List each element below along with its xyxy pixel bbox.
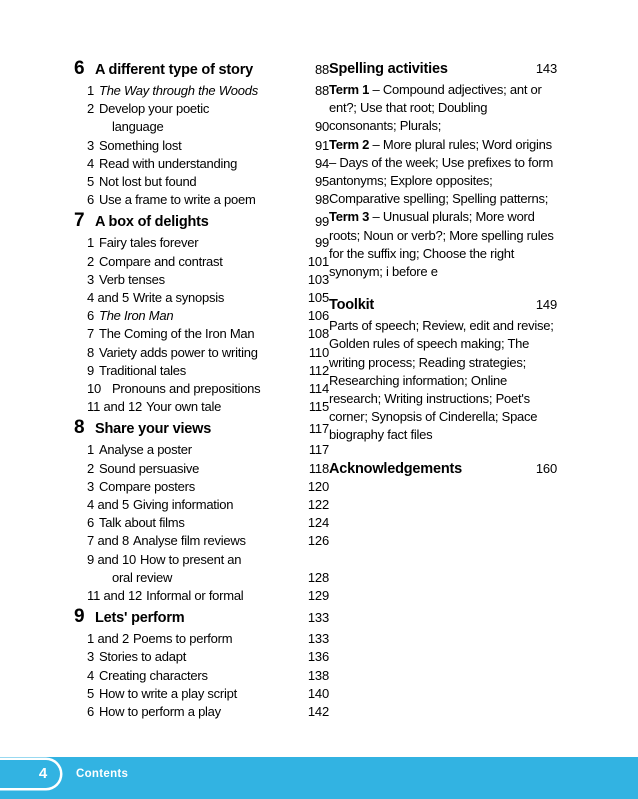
entry-page-number: 106	[307, 308, 329, 324]
toc-entry[interactable]	[74, 703, 329, 721]
toc-entry-continuation[interactable]	[74, 569, 329, 587]
term-text: – Unusual plurals; More word roots; Noun or verb?; More spelling rules for the suffix ing; Choose the right synonym; i before e	[329, 209, 554, 280]
chapter-number: 6	[74, 58, 85, 79]
section-heading[interactable]	[329, 58, 557, 80]
entry-page-number: 103	[307, 271, 329, 287]
chapter-block	[74, 417, 329, 605]
entry-number: 6	[87, 515, 95, 531]
entry-page-number: 91	[314, 137, 329, 153]
entry-number: 4	[87, 667, 95, 683]
entry-page-number: 112	[308, 362, 329, 378]
entry-title: Write a synopsis	[132, 290, 225, 306]
entry-page-number: 117	[308, 442, 329, 458]
entry-title-continued: oral review	[112, 569, 173, 585]
entry-title: Poems to perform	[132, 631, 233, 647]
entry-title: Compare and contrast	[99, 253, 223, 269]
toc-entry[interactable]	[74, 325, 329, 343]
entry-title: Use a frame to write a poem	[99, 192, 256, 208]
chapter-page-number: 99	[314, 214, 329, 230]
entry-page-number: 142	[307, 704, 329, 720]
entry-title: Talk about films	[99, 515, 185, 531]
term-label: Term 2	[329, 136, 370, 152]
entry-title: The Way through the Woods	[99, 83, 258, 98]
chapter-page-number: 88	[314, 62, 329, 77]
chapter-heading[interactable]	[74, 417, 329, 440]
entry-number: 2	[87, 460, 95, 476]
entry-title: Fairy tales forever	[99, 235, 199, 251]
toc-entry[interactable]	[74, 551, 329, 569]
entry-title: The Coming of the Iron Man	[99, 326, 255, 342]
entry-number: 7	[87, 326, 95, 342]
entry-number: 4 and 5	[87, 497, 129, 513]
toc-entry[interactable]	[74, 648, 329, 666]
left-column	[74, 58, 329, 722]
section-page-number: 160	[535, 460, 557, 476]
toc-entry[interactable]	[74, 82, 329, 100]
chapter-page-number: 117	[308, 421, 329, 437]
chapter-number: 9	[74, 606, 85, 628]
section-heading[interactable]	[329, 458, 557, 480]
entry-title: Creating characters	[99, 667, 208, 683]
entry-title: Pronouns and prepositions	[112, 381, 261, 397]
entry-page-number: 101	[307, 253, 329, 269]
entry-number: 6	[87, 704, 95, 720]
entry-title: Analyse a poster	[99, 442, 192, 458]
entry-number: 2	[87, 253, 95, 269]
acknowledgements-section	[329, 458, 557, 480]
entry-page-number: 114	[308, 381, 329, 397]
toc-entry[interactable]	[74, 173, 329, 191]
entry-title: How to present an	[140, 551, 242, 567]
entry-page-number: 99	[314, 235, 329, 251]
entry-title: Not lost but found	[99, 174, 197, 190]
entry-number: 5	[87, 174, 95, 190]
term-label: Term 3	[329, 209, 370, 225]
entry-number: 3	[87, 271, 95, 287]
entry-page-number: 140	[307, 685, 329, 701]
term-label: Term 1	[329, 82, 370, 97]
entry-page-number: 108	[307, 326, 329, 342]
chapter-number: 8	[74, 417, 85, 439]
chapter-block	[74, 606, 329, 721]
entry-page-number: 138	[307, 667, 329, 683]
entry-page-number: 98	[314, 192, 329, 208]
chapter-block	[74, 58, 329, 209]
spelling-activities-section	[329, 58, 557, 281]
entry-number: 11 and 12	[87, 399, 143, 415]
toc-entry[interactable]	[74, 307, 329, 325]
entry-title-continued: language	[112, 119, 164, 135]
chapter-number: 7	[74, 210, 85, 232]
entry-number: 9 and 10	[87, 551, 137, 567]
entry-page-number: 105	[307, 290, 329, 306]
entry-number: 2	[87, 101, 95, 117]
entry-page-number: 115	[308, 399, 329, 415]
chapter-title: A box of delights	[95, 214, 209, 231]
entry-title: How to write a play script	[99, 685, 237, 701]
toc-entry[interactable]	[74, 137, 329, 155]
chapter-heading[interactable]	[74, 210, 329, 233]
entry-number: 3	[87, 649, 95, 665]
toc-entry[interactable]	[74, 587, 329, 605]
page-number-tab	[0, 760, 60, 788]
chapter-title: A different type of story	[95, 62, 254, 78]
entry-page-number: 128	[307, 569, 329, 585]
toc-entry[interactable]	[74, 441, 329, 459]
toc-entry[interactable]	[74, 514, 329, 532]
section-title: Spelling activities	[329, 61, 448, 77]
chapter-heading[interactable]	[74, 606, 329, 629]
right-column	[329, 58, 557, 481]
entry-number: 3	[87, 478, 95, 494]
entry-number: 6	[87, 192, 95, 208]
entry-page-number: 126	[307, 533, 329, 549]
entry-number: 4	[87, 155, 95, 171]
chapter-heading[interactable]	[74, 58, 329, 81]
entry-title: Your own tale	[146, 399, 222, 415]
chapter-block	[74, 210, 329, 416]
entry-title: Traditional tales	[99, 362, 187, 378]
entry-number: 5	[87, 685, 95, 701]
contents-columns	[0, 58, 638, 722]
entry-number: 4 and 5	[87, 290, 129, 306]
entry-page-number: 118	[308, 460, 329, 476]
term-text: – More plural rules; Word origins – Days of the week; Use prefixes to form antonyms; Explore opposites; Comparative spelling; Spelling patterns;	[329, 136, 554, 207]
section-page-number: 149	[535, 297, 557, 313]
toc-entry[interactable]	[74, 289, 329, 307]
page-number: 4	[38, 765, 47, 782]
toc-entry[interactable]	[74, 398, 329, 416]
term-text: – Compound adjectives; ant or ent?; Use that root; Doubling consonants; Plurals;	[329, 82, 542, 134]
entry-number: 1	[87, 83, 95, 98]
section-gap	[329, 445, 557, 458]
section-page-number: 143	[535, 61, 557, 76]
entry-title: Read with understanding	[99, 155, 238, 171]
entry-page-number: 122	[307, 497, 329, 513]
entry-page-number: 90	[314, 119, 329, 135]
entry-title: How to perform a play	[99, 704, 221, 720]
entry-page-number: 124	[307, 515, 329, 531]
page-footer	[0, 757, 638, 799]
toc-entry[interactable]	[74, 630, 329, 648]
entry-number: 9	[87, 362, 95, 378]
chapter-title: Lets' perform	[95, 610, 185, 627]
toc-entry[interactable]	[74, 380, 329, 398]
entry-number: 7 and 8	[87, 533, 129, 549]
toc-entry[interactable]	[74, 191, 329, 209]
toc-entry[interactable]	[74, 685, 329, 703]
entry-page-number: 110	[308, 344, 329, 360]
entry-number: 8	[87, 344, 95, 360]
section-heading[interactable]	[329, 294, 557, 316]
entry-number: 11 and 12	[87, 588, 143, 604]
spelling-terms-body	[329, 81, 557, 281]
entry-title: Develop your poetic	[99, 101, 210, 117]
section-title: Acknowledgements	[329, 460, 462, 477]
toc-entry-continuation[interactable]	[74, 118, 329, 136]
toc-entry[interactable]	[74, 478, 329, 496]
toc-entry[interactable]	[74, 362, 329, 380]
footer-section-label: Contents	[76, 768, 129, 780]
entry-title: Sound persuasive	[99, 460, 200, 476]
toc-entry[interactable]	[74, 532, 329, 550]
entry-number: 1	[87, 442, 95, 458]
toolkit-body: Parts of speech; Review, edit and revise; Golden rules of speech making; The writing process; Reading strategies; Researching information; Online research; Writing instructions; Poet's corner; Synopsis of Cinderella; Space biography fact files	[329, 318, 554, 443]
entry-number: 1 and 2	[87, 631, 129, 647]
toc-entry[interactable]	[74, 496, 329, 514]
entry-number: 10	[87, 381, 102, 397]
entry-title: Analyse film reviews	[132, 533, 246, 549]
entry-page-number: 129	[307, 588, 329, 604]
chapter-page-number: 133	[307, 610, 329, 626]
entry-page-number: 95	[314, 174, 329, 190]
entry-page-number: 136	[307, 649, 329, 665]
entry-title: Giving information	[132, 497, 234, 513]
section-title: Toolkit	[329, 297, 375, 314]
entry-title: Variety adds power to writing	[99, 344, 258, 360]
entry-page-number: 133	[307, 631, 329, 647]
chapter-title: Share your views	[95, 421, 212, 438]
entry-number: 6	[87, 308, 95, 324]
entry-number: 1	[87, 235, 95, 251]
toc-entry[interactable]	[74, 100, 329, 118]
entry-page-number: 94	[314, 155, 329, 171]
toc-entry[interactable]	[74, 253, 329, 271]
entry-title: Informal or formal	[146, 588, 244, 604]
toc-entry[interactable]	[74, 155, 329, 173]
entry-title: Something lost	[99, 137, 182, 153]
toc-entry[interactable]	[74, 460, 329, 478]
toc-entry[interactable]	[74, 271, 329, 289]
entry-number: 3	[87, 137, 95, 153]
toolkit-section	[329, 294, 557, 444]
entry-title: The Iron Man	[99, 308, 174, 324]
entry-title: Compare posters	[99, 478, 195, 494]
entry-title: Stories to adapt	[99, 649, 187, 665]
toc-entry[interactable]	[74, 344, 329, 362]
entry-page-number: 88	[314, 83, 329, 98]
section-gap	[329, 281, 557, 294]
entry-page-number: 120	[307, 478, 329, 494]
entry-title: Verb tenses	[99, 271, 165, 287]
toc-entry[interactable]	[74, 667, 329, 685]
toc-entry[interactable]	[74, 234, 329, 252]
